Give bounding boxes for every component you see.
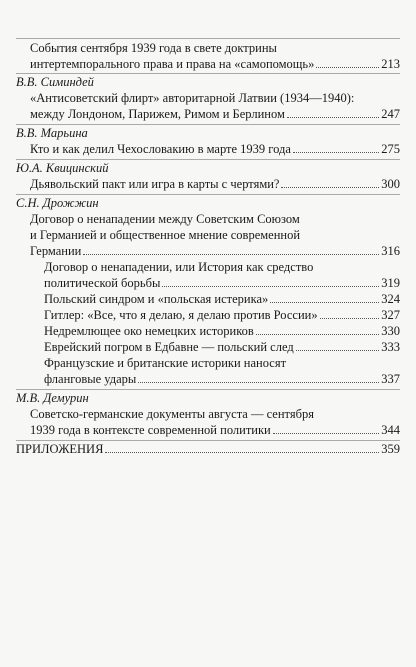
entry-last-line xyxy=(44,275,400,291)
author-name: Ю.А. Квицинский xyxy=(16,161,109,175)
toc-entry xyxy=(30,40,400,72)
entry-last-line xyxy=(44,323,400,339)
entry-title-line: Договор о ненападении между Советским Союзом xyxy=(30,212,300,226)
entry-title-line: ПРИЛОЖЕНИЯ xyxy=(16,442,104,456)
entry-title-line: Советско-германские документы августа — сентября xyxy=(30,407,314,421)
page-number: 337 xyxy=(381,372,400,386)
dot-leader xyxy=(287,117,379,118)
entry-title-line: Еврейский погром в Едбавне — польский след xyxy=(44,340,294,354)
dot-leader xyxy=(105,452,379,453)
entry-title-line: Дьявольский пакт или игра в карты с чертями? xyxy=(30,177,280,191)
entry-title-line: Недремлющее око немецких историков xyxy=(44,324,254,338)
entry-title-line: Польский синдром и «польская истерика» xyxy=(44,292,269,306)
dot-leader xyxy=(83,254,379,255)
dot-leader xyxy=(296,350,380,351)
entry-last-line xyxy=(30,422,400,438)
entry-last-line xyxy=(44,339,400,355)
page-number: 333 xyxy=(381,340,400,354)
toc-entry xyxy=(44,259,400,291)
author-name: В.В. Симиндей xyxy=(16,75,94,89)
dot-leader xyxy=(293,152,379,153)
toc-entry xyxy=(44,355,400,387)
entry-last-line xyxy=(16,441,400,457)
page-number: 319 xyxy=(381,276,400,290)
toc-entry xyxy=(16,441,400,457)
entry-title-line: Гитлер: «Все, что я делаю, я делаю против России» xyxy=(44,308,318,322)
toc-entry xyxy=(44,307,400,323)
entry-last-line xyxy=(44,291,400,307)
toc-entry xyxy=(30,211,400,259)
toc-entry xyxy=(30,406,400,438)
entry-last-line xyxy=(30,56,400,72)
dot-leader xyxy=(256,334,379,335)
toc-entry xyxy=(44,339,400,355)
entry-title-line: политической борьбы xyxy=(44,276,161,290)
dot-leader xyxy=(316,67,379,68)
toc-entry xyxy=(44,323,400,339)
page-number: 359 xyxy=(381,442,400,456)
dot-leader xyxy=(273,433,380,434)
page-number: 316 xyxy=(381,244,400,258)
entry-title-line: интертемпорального права и права на «самопомощь» xyxy=(30,57,315,71)
author-name: В.В. Марьина xyxy=(16,126,88,140)
page-number: 247 xyxy=(381,107,400,121)
entry-title-line: и Германией и общественное мнение современной xyxy=(30,228,301,242)
entry-title-line: Договор о ненападении, или История как средство xyxy=(44,260,314,274)
section-separator xyxy=(16,38,400,39)
entry-title-line: между Лондоном, Парижем, Римом и Берлином xyxy=(30,107,285,121)
entry-title-line: Кто и как делил Чехословакию в марте 1939 года xyxy=(30,142,291,156)
entry-last-line xyxy=(30,243,400,259)
entry-last-line xyxy=(44,307,400,323)
entry-title-line: 1939 года в контексте современной политики xyxy=(30,423,271,437)
page-number: 330 xyxy=(381,324,400,338)
entry-title-line: Германии xyxy=(30,244,82,258)
entry-title-line: фланговые удары xyxy=(44,372,137,386)
dot-leader xyxy=(138,382,379,383)
entry-title-line: Французские и британские историки наносят xyxy=(44,356,287,370)
page-number: 300 xyxy=(381,177,400,191)
entry-title-line: События сентября 1939 года в свете доктрины xyxy=(30,41,277,55)
entry-last-line xyxy=(30,176,400,192)
page-number: 324 xyxy=(381,292,400,306)
page-number: 327 xyxy=(381,308,400,322)
dot-leader xyxy=(162,286,379,287)
page-number: 275 xyxy=(381,142,400,156)
toc-entry xyxy=(30,141,400,157)
dot-leader xyxy=(281,187,379,188)
page-number: 213 xyxy=(381,57,400,71)
author-name: С.Н. Дрожжин xyxy=(16,196,99,210)
entry-title-line: «Антисоветский флирт» авторитарной Латвии (1934—1940): xyxy=(30,91,355,105)
dot-leader xyxy=(320,318,380,319)
dot-leader xyxy=(270,302,379,303)
entry-last-line xyxy=(44,371,400,387)
toc-entry xyxy=(30,176,400,192)
page-number: 344 xyxy=(381,423,400,437)
toc-entry xyxy=(30,90,400,122)
entry-last-line xyxy=(30,141,400,157)
toc-entry xyxy=(44,291,400,307)
entry-last-line xyxy=(30,106,400,122)
author-name: М.В. Демурин xyxy=(16,391,89,405)
